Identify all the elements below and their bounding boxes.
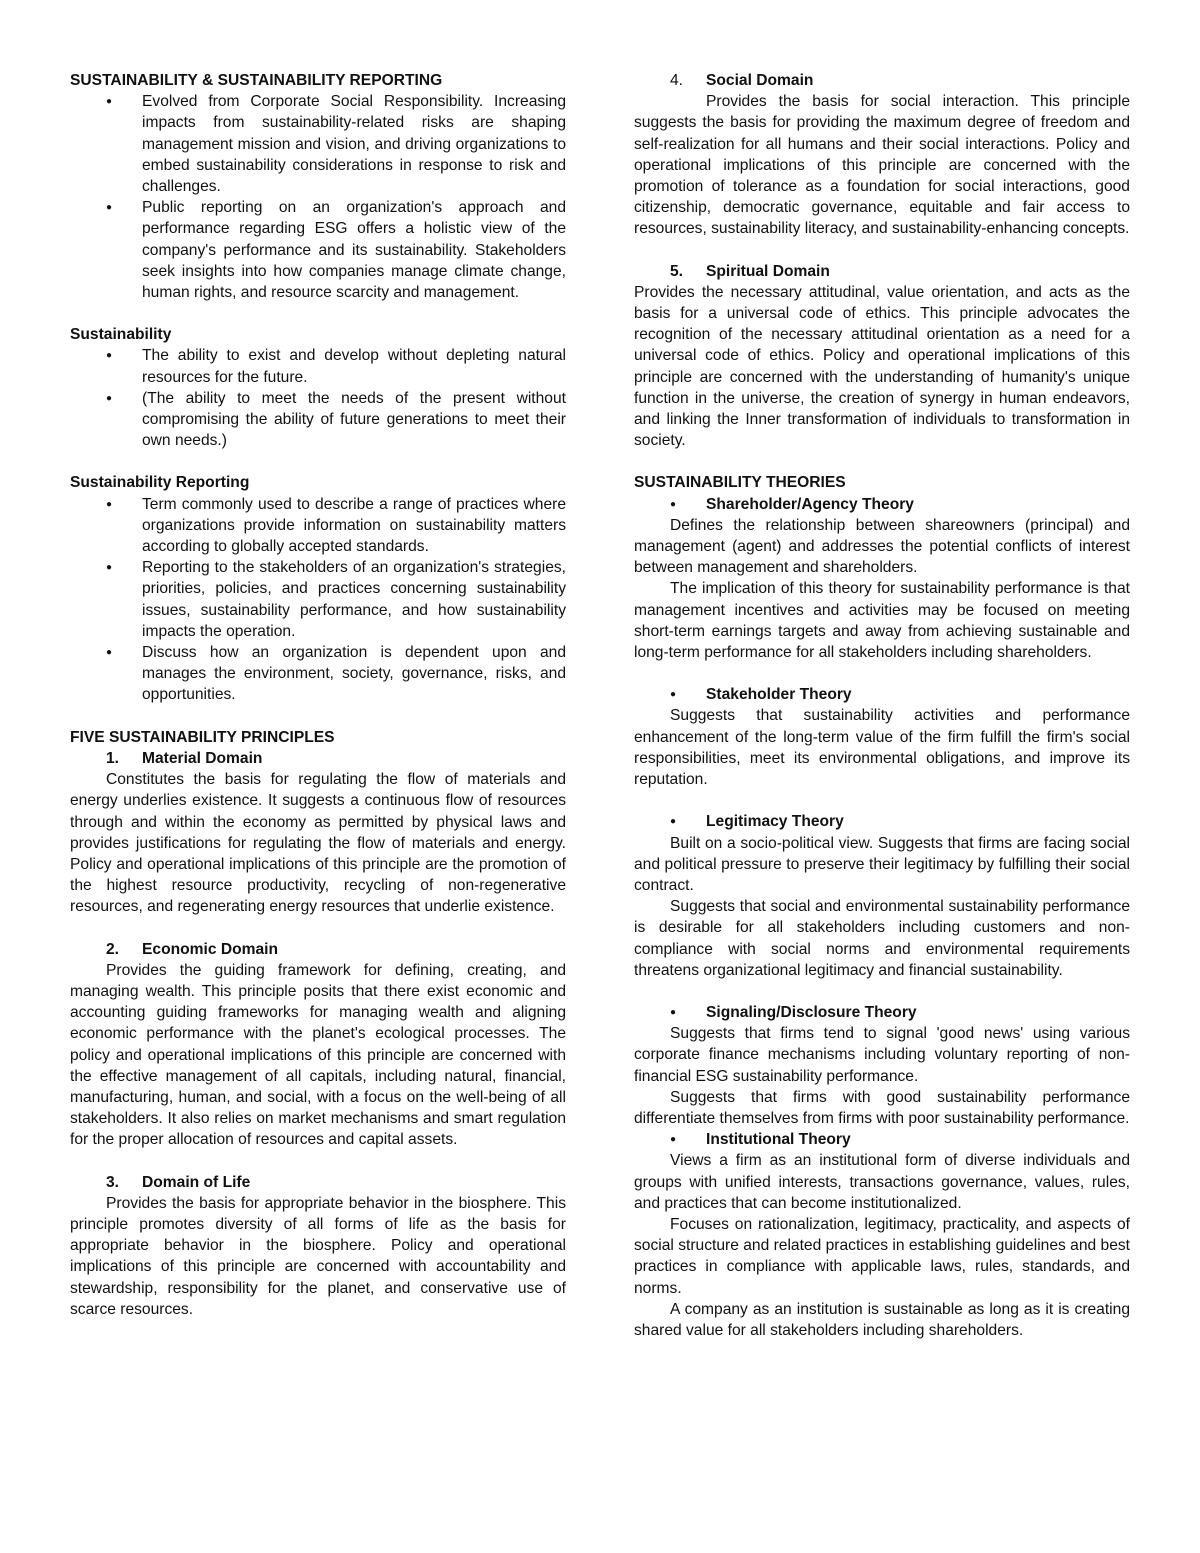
list-item: ● Evolved from Corporate Social Responsibility. Increasing impacts from sustainability-related risks are shaping management mission and vision, and driving organizations to embed sustainability considerations in response to risk and challenges. — [70, 91, 566, 197]
theory-paragraph: Focuses on rationalization, legitimacy, practicality, and aspects of social structure and related practices in establishing guidelines and best practices in compliance with applicable laws, rules, standards, and norms. — [634, 1215, 1130, 1297]
theory-paragraph: Suggests that firms with good sustainability performance differentiate themselves from firms with poor sustainability performance. — [634, 1088, 1130, 1127]
theory-title: ● Legitimacy Theory — [634, 811, 1130, 832]
sustainability-heading: Sustainability — [70, 326, 172, 344]
main-title: SUSTAINABILITY & SUSTAINABILITY REPORTING — [70, 72, 443, 89]
principle-title — [70, 1172, 566, 1193]
theory-title: ● Signaling/Disclosure Theory — [634, 1002, 1130, 1023]
theory-paragraph: A company as an institution is sustainable as long as it is creating shared value for all stakeholders including shareholders. — [634, 1300, 1130, 1339]
principles-heading: FIVE SUSTAINABILITY PRINCIPLES — [70, 728, 335, 746]
principle-title — [70, 748, 566, 769]
principle-number: 3. — [106, 1173, 120, 1191]
theory-title: ● Shareholder/Agency Theory — [634, 494, 1130, 515]
theories-heading: SUSTAINABILITY THEORIES — [634, 474, 846, 492]
principle-text: Provides the basis for social interaction. This principle suggests the basis for providing the maximum degree of freedom and self-realization for all humans and their social interactions. Policy and operational implications of this principle are concerned with the promotion of tolerance as a foundation for social interactions, good citizenship, democratic governance, equitable and fair access to resources, sustainability literacy, and sustainability-enhancing concepts. — [634, 93, 1130, 238]
principle-text: Constitutes the basis for regulating the flow of materials and energy underlies existence. It suggests a continuous flow of resources through and within the economy as permitted by physical laws and provides justifications for regulating the flow of materials and energy. Policy and operational implications of this principle are the promotion of the highest resource productivity, recycling of non-regenerative resources, and regenerating energy resources that underlie existence. — [70, 771, 566, 916]
list-item: ● Discuss how an organization is dependent upon and manages the environment, society, governance, risks, and opportunities. — [70, 642, 566, 706]
theory-paragraph: Defines the relationship between shareowners (principal) and management (agent) and addresses the potential conflicts of interest between management and shareholders. — [634, 516, 1130, 577]
principle-name: Spiritual Domain — [706, 262, 830, 280]
theory-paragraph: Built on a socio-political view. Suggests that firms are facing social and political pressure to preserve their legitimacy by fulfilling their social contract. — [634, 834, 1130, 894]
theory-paragraph: The implication of this theory for sustainability performance is that management incentives and activities may be focused on meeting short-term earnings targets and away from achieving sustainable and long-term performance for all stakeholders including shareholders. — [634, 580, 1130, 662]
principle-name: Material Domain — [142, 749, 263, 767]
list-item: ● (The ability to meet the needs of the present without compromising the ability of future generations to meet their own needs.) — [70, 388, 566, 452]
left-column — [70, 70, 566, 1320]
principle-name: Domain of Life — [142, 1173, 251, 1191]
theory-paragraph: Suggests that firms tend to signal 'good news' using various corporate finance mechanisms including voluntary reporting of non-financial ESG sustainability performance. — [634, 1025, 1130, 1085]
principle-name: Economic Domain — [142, 940, 279, 958]
list-item: ● The ability to exist and develop without depleting natural resources for the future. — [70, 345, 566, 387]
principle-text: Provides the necessary attitudinal, value orientation, and acts as the basis for a universal code of ethics. This principle advocates the recognition of the necessary attitudinal orientation as a need for a universal code of ethics. Policy and operational implications of this principle are concerned with the understanding of humanity's unique function in the universe, the creation of synergy in human endeavors, and linking the Inner transformation of individuals to transformation in society. — [634, 283, 1130, 450]
reporting-heading: Sustainability Reporting — [70, 474, 250, 492]
principle-text: Provides the basis for appropriate behavior in the biosphere. This principle promotes diversity of all forms of life as the basis for appropriate behavior in the biosphere. Policy and operational implications of this principle are concerned with accountability and stewardship, responsibility for the planet, and conservative use of scarce resources. — [70, 1194, 566, 1318]
principle-text: Provides the guiding framework for defining, creating, and managing wealth. This principle posits that there exist economic and accounting guiding frameworks for managing wealth and aligning economic performance with the planet's ecological processes. The policy and operational implications of this principle are concerned with the effective management of all capitals, including natural, financial, manufacturing, human, and social, with a focus on the well-being of all stakeholders. It also relies on market mechanisms and smart regulation for the proper allocation of resources and capital assets. — [70, 961, 566, 1149]
reporting-bullet-list — [70, 494, 566, 706]
right-column — [634, 70, 1130, 1341]
theory-paragraph: Suggests that sustainability activities and performance enhancement of the long-term value of the firm fulfill the firm's social responsibilities, meet its environmental obligations, and improve its reputation. — [634, 707, 1130, 789]
theory-title: ● Stakeholder Theory — [634, 684, 1130, 705]
list-item: ● Term commonly used to describe a range of practices where organizations provide information on sustainability matters according to globally accepted standards. — [70, 494, 566, 558]
principle-number: 1. — [106, 749, 120, 767]
principle-number: 4. — [670, 72, 684, 89]
principle-number: 2. — [106, 940, 120, 958]
principle-title — [634, 261, 1130, 282]
principle-name: Social Domain — [706, 72, 814, 89]
principle-title — [70, 939, 566, 960]
sustainability-bullet-list — [70, 345, 566, 451]
principle-title — [634, 70, 1130, 91]
theory-paragraph: Suggests that social and environmental sustainability performance is desirable for all stakeholders including customers and non-compliance with social norms and environmental requirements threatens organizational legitimacy and financial sustainability. — [634, 898, 1130, 979]
theory-paragraph: Views a firm as an institutional form of diverse individuals and groups with unified interests, transactions governance, values, rules, and practices that can become institutionalized. — [634, 1152, 1130, 1212]
theory-title: ● Institutional Theory — [634, 1129, 1130, 1150]
list-item: ● Reporting to the stakeholders of an organization's strategies, priorities, policies, and practices concerning sustainability issues, sustainability performance, and how sustainability impacts the operation. — [70, 557, 566, 642]
list-item: ● Public reporting on an organization's approach and performance regarding ESG offers a holistic view of the company's performance and its sustainability. Stakeholders seek insights into how companies manage climate change, human rights, and resource scarcity and management. — [70, 197, 566, 303]
intro-bullet-list — [70, 91, 566, 303]
principle-number: 5. — [670, 262, 684, 280]
